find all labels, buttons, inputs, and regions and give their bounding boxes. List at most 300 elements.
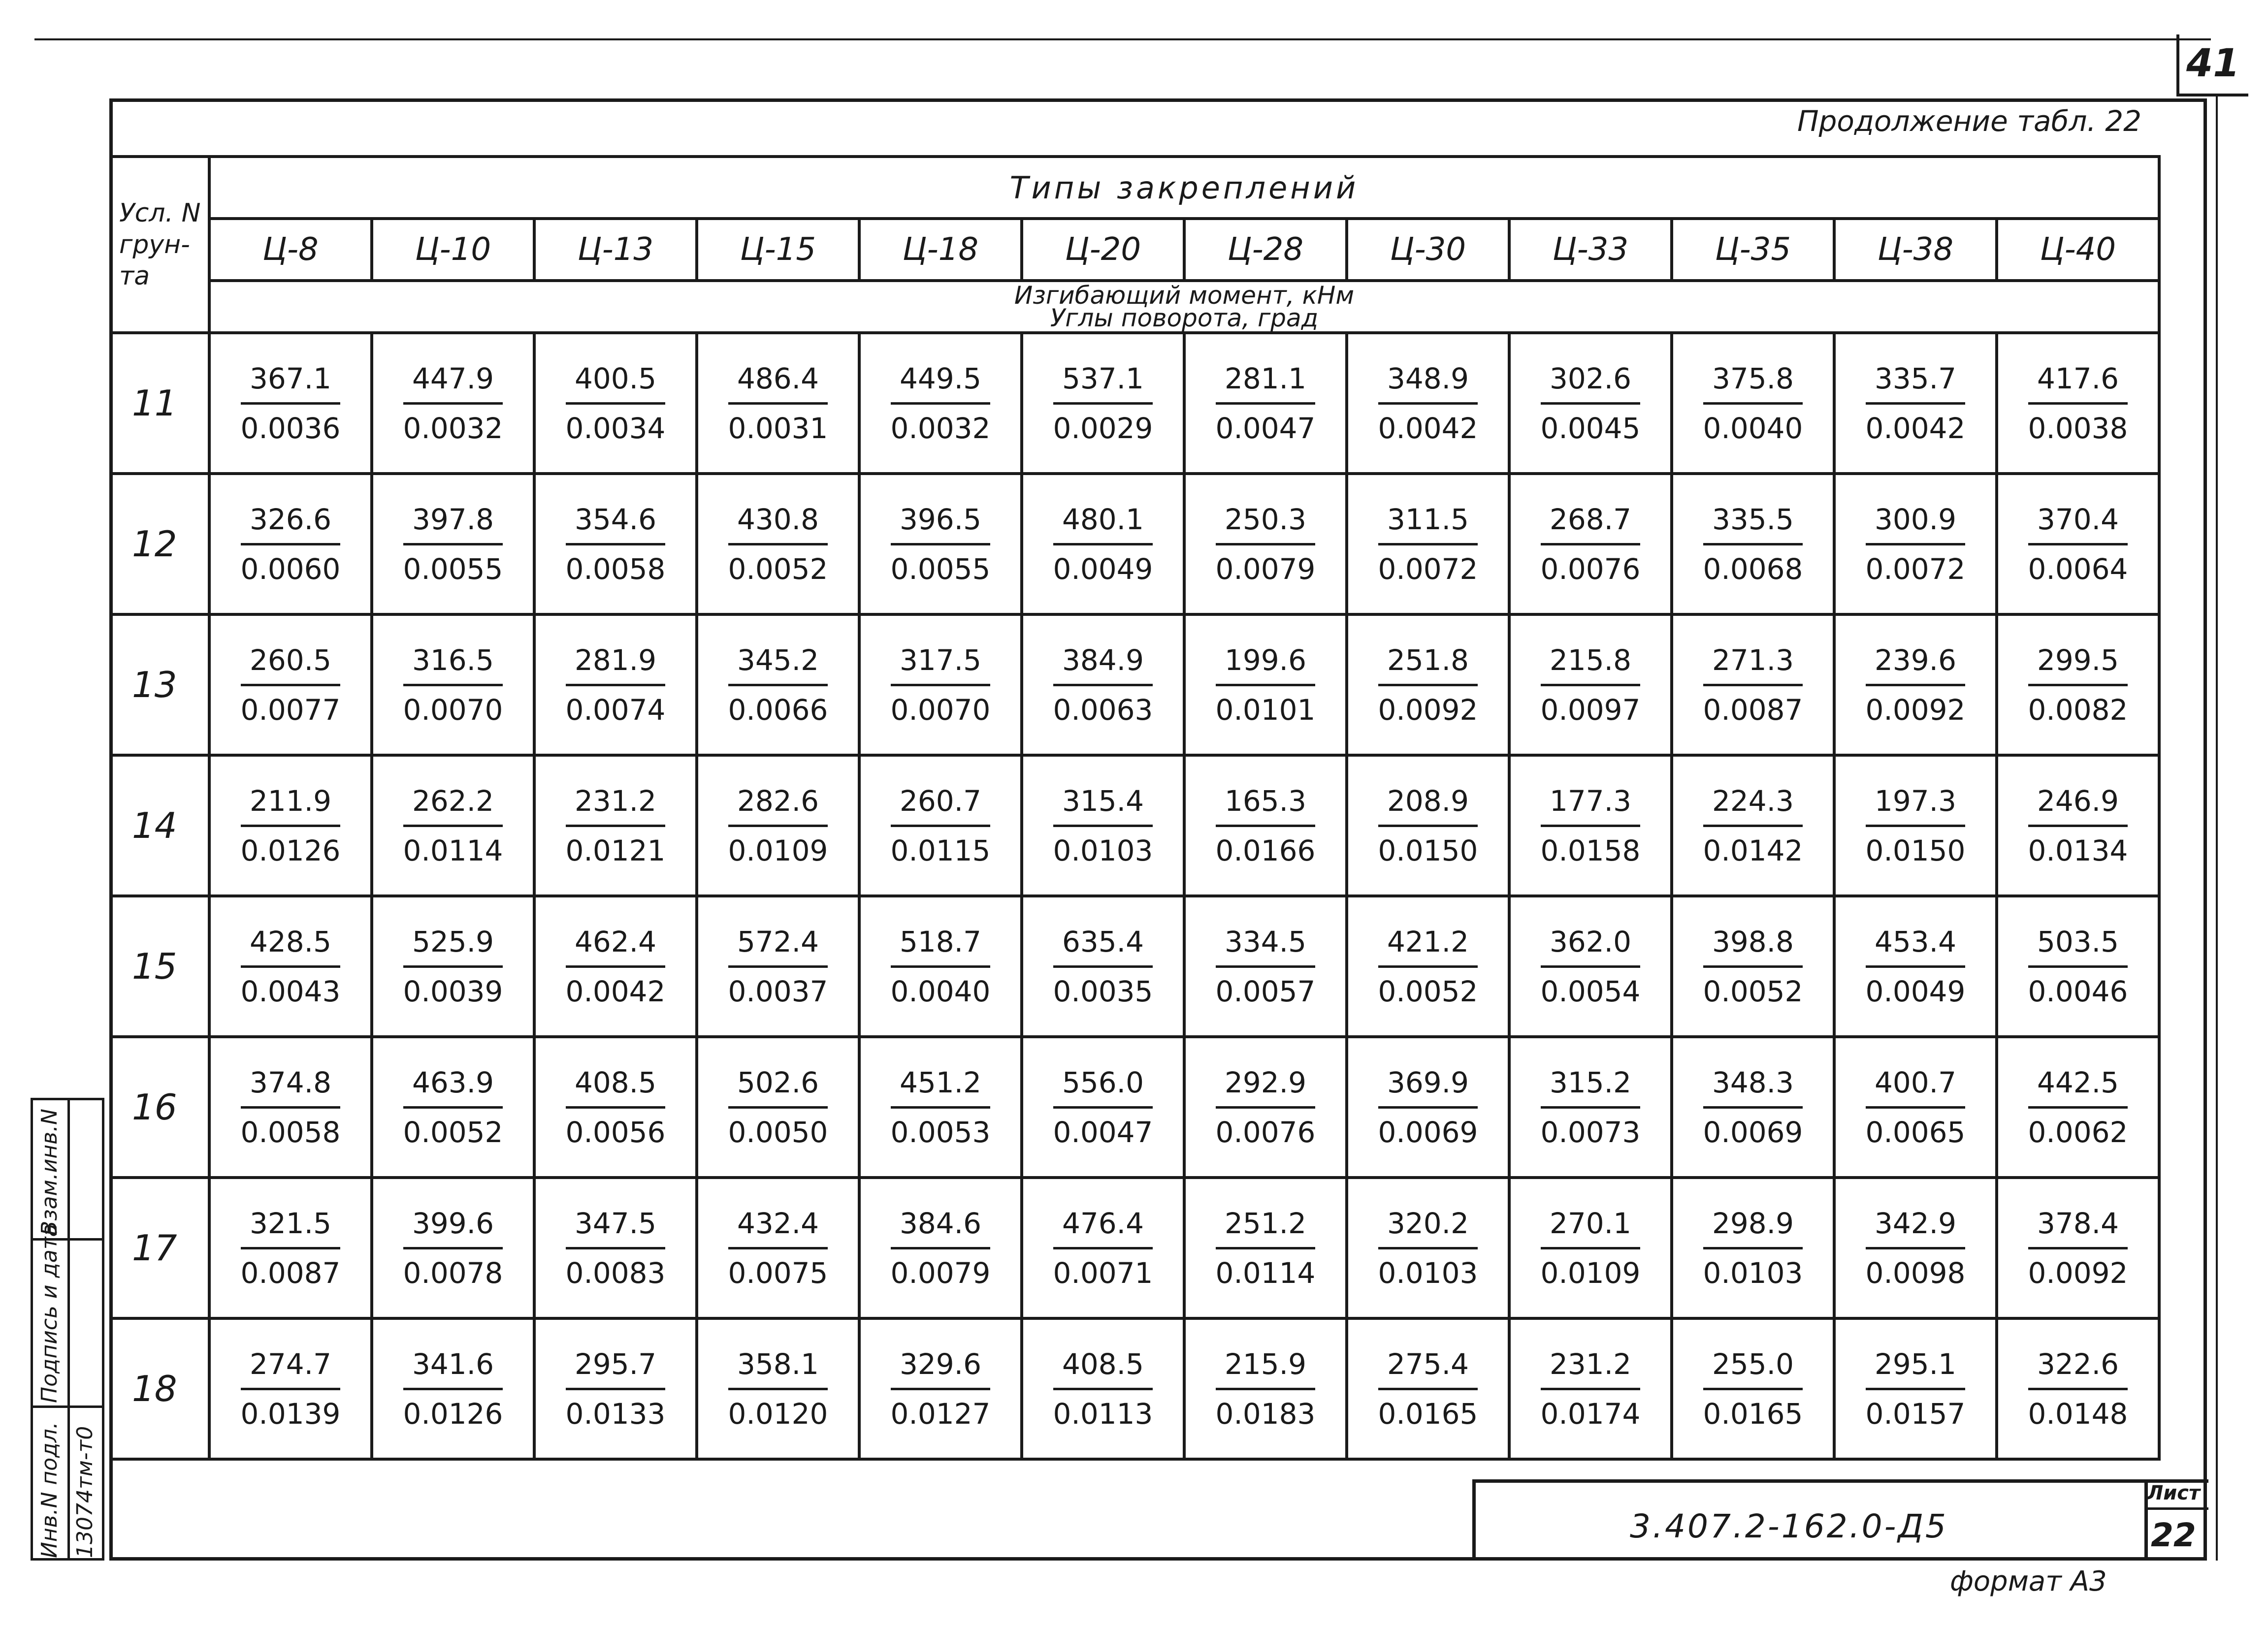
rotation-angle-value: 0.0092	[1865, 693, 1966, 727]
table-cell	[372, 896, 534, 1037]
bending-moment-value: 378.4	[2028, 1207, 2128, 1249]
table-cell	[209, 1178, 372, 1318]
table-cell	[1997, 755, 2159, 896]
table-cell	[859, 1178, 1022, 1318]
bending-moment-value: 502.6	[728, 1066, 828, 1109]
rotation-angle-value: 0.0031	[728, 411, 828, 445]
fraction	[1378, 362, 1478, 445]
fraction	[2028, 362, 2128, 445]
bending-moment-value: 384.9	[1053, 643, 1153, 686]
types-header: Типы закреплений	[209, 157, 2159, 219]
fraction	[1216, 1066, 1316, 1149]
fraction	[1541, 1207, 1641, 1290]
bending-moment-value: 299.5	[2028, 643, 2128, 686]
rotation-angle-value: 0.0055	[403, 552, 503, 586]
column-header: Ц-8	[209, 219, 372, 281]
fraction	[403, 1207, 503, 1290]
column-header: Ц-30	[1347, 219, 1509, 281]
column-header: Ц-35	[1672, 219, 1834, 281]
fraction	[1703, 1066, 1803, 1149]
table-cell	[1347, 474, 1509, 614]
fraction	[566, 1207, 666, 1290]
fraction	[728, 1066, 828, 1149]
table-cell	[697, 896, 859, 1037]
bending-moment-value: 326.6	[241, 503, 341, 545]
table-cell	[1022, 1037, 1184, 1178]
rotation-angle-value: 0.0073	[1540, 1115, 1641, 1149]
fraction	[891, 1207, 991, 1290]
rotation-angle-value: 0.0029	[1053, 411, 1153, 445]
bending-moment-value: 347.5	[566, 1207, 666, 1249]
bending-moment-value: 556.0	[1053, 1066, 1153, 1109]
rotation-angle-value: 0.0035	[1053, 974, 1153, 1008]
fraction	[1703, 1347, 1803, 1431]
column-header: Ц-10	[372, 219, 534, 281]
table-cell	[1022, 333, 1184, 474]
soil-number: 17	[111, 1178, 209, 1318]
fraction	[566, 503, 666, 586]
bending-moment-value: 315.2	[1541, 1066, 1641, 1109]
fraction	[728, 643, 828, 727]
rotation-angle-value: 0.0082	[2028, 693, 2128, 727]
table-cell	[1834, 333, 1997, 474]
fraction	[2028, 1347, 2128, 1431]
table-cell	[1022, 1178, 1184, 1318]
bending-moment-value: 341.6	[403, 1347, 503, 1390]
fraction	[1703, 503, 1803, 586]
units-header	[209, 281, 2159, 333]
sheet-number: 22	[2151, 1516, 2196, 1554]
bending-moment-value: 311.5	[1378, 503, 1478, 545]
bending-moment-value: 281.1	[1216, 362, 1316, 405]
rotation-angle-value: 0.0049	[1053, 552, 1153, 586]
rotation-angle-value: 0.0098	[1865, 1256, 1966, 1290]
rotation-angle-value: 0.0103	[1053, 833, 1153, 867]
bending-moment-value: 374.8	[241, 1066, 341, 1109]
bending-moment-value: 369.9	[1378, 1066, 1478, 1109]
bending-moment-value: 476.4	[1053, 1207, 1153, 1249]
fraction	[1703, 925, 1803, 1008]
bending-moment-value: 398.8	[1703, 925, 1803, 968]
bending-moment-value: 231.2	[566, 784, 666, 827]
fraction	[566, 362, 666, 445]
bending-moment-value: 370.4	[2028, 503, 2128, 545]
table-cell	[1509, 474, 1672, 614]
fraction	[1216, 925, 1316, 1008]
rotation-angle-value: 0.0157	[1865, 1397, 1966, 1431]
bending-moment-value: 417.6	[2028, 362, 2128, 405]
fraction	[2028, 1207, 2128, 1290]
table-cell	[1509, 755, 1672, 896]
fraction	[1053, 643, 1153, 727]
soil-number: 13	[111, 614, 209, 755]
column-header: Ц-13	[534, 219, 697, 281]
bending-moment-value: 518.7	[891, 925, 991, 968]
bending-moment-value: 537.1	[1053, 362, 1153, 405]
bending-moment-value: 215.8	[1541, 643, 1641, 686]
bending-moment-value: 295.1	[1866, 1347, 1966, 1390]
table-cell	[1509, 1178, 1672, 1318]
rotation-angle-value: 0.0076	[1540, 552, 1641, 586]
rotation-angle-value: 0.0078	[403, 1256, 503, 1290]
bending-moment-value: 271.3	[1703, 643, 1803, 686]
fraction	[1216, 503, 1316, 586]
table-cell	[859, 1037, 1022, 1178]
bending-moment-value: 329.6	[891, 1347, 991, 1390]
bending-moment-value: 275.4	[1378, 1347, 1478, 1390]
fraction	[2028, 1066, 2128, 1149]
rotation-angle-value: 0.0040	[890, 974, 991, 1008]
rotation-angle-value: 0.0121	[565, 833, 666, 867]
fraction	[1703, 784, 1803, 867]
rotation-angle-value: 0.0034	[565, 411, 666, 445]
fraction	[891, 362, 991, 445]
rotation-angle-value: 0.0068	[1703, 552, 1803, 586]
fraction	[891, 1347, 991, 1431]
fraction	[1541, 925, 1641, 1008]
column-header: Ц-40	[1997, 219, 2159, 281]
table-cell	[859, 614, 1022, 755]
stamp-inv-value: 13074тм-т0	[72, 1426, 97, 1558]
fraction	[1216, 643, 1316, 727]
table-cell	[1672, 755, 1834, 896]
bending-moment-value: 282.6	[728, 784, 828, 827]
rotation-angle-value: 0.0050	[728, 1115, 828, 1149]
bending-moment-value: 486.4	[728, 362, 828, 405]
rotation-angle-value: 0.0040	[1703, 411, 1803, 445]
table-cell	[859, 474, 1022, 614]
units-moment: Изгибающий момент, кНм	[1014, 281, 1355, 310]
bending-moment-value: 432.4	[728, 1207, 828, 1249]
soil-number: 14	[111, 755, 209, 896]
fraction	[566, 784, 666, 867]
rotation-angle-value: 0.0083	[565, 1256, 666, 1290]
rotation-angle-value: 0.0087	[1703, 693, 1803, 727]
table-cell	[1022, 755, 1184, 896]
fraction	[403, 362, 503, 445]
fraction	[728, 784, 828, 867]
table-cell	[1834, 474, 1997, 614]
bending-moment-value: 462.4	[566, 925, 666, 968]
fraction	[891, 643, 991, 727]
soil-number: 12	[111, 474, 209, 614]
bending-moment-value: 281.9	[566, 643, 666, 686]
table-cell	[1347, 896, 1509, 1037]
fraction	[1053, 362, 1153, 445]
bending-moment-value: 354.6	[566, 503, 666, 545]
rotation-angle-value: 0.0103	[1703, 1256, 1803, 1290]
fraction	[1541, 643, 1641, 727]
rotation-angle-value: 0.0165	[1378, 1397, 1478, 1431]
rotation-angle-value: 0.0053	[890, 1115, 991, 1149]
table-cell	[209, 333, 372, 474]
fraction	[403, 1066, 503, 1149]
rotation-angle-value: 0.0032	[890, 411, 991, 445]
table-cell	[534, 614, 697, 755]
bending-moment-value: 421.2	[1378, 925, 1478, 968]
bending-moment-value: 274.7	[241, 1347, 341, 1390]
fraction	[2028, 643, 2128, 727]
fraction	[241, 503, 341, 586]
fraction	[1541, 1066, 1641, 1149]
fraction	[403, 784, 503, 867]
fraction	[1053, 925, 1153, 1008]
rotation-angle-value: 0.0075	[728, 1256, 828, 1290]
table-cell	[697, 333, 859, 474]
bending-moment-value: 239.6	[1866, 643, 1966, 686]
rotation-angle-value: 0.0148	[2028, 1397, 2128, 1431]
bending-moment-value: 224.3	[1703, 784, 1803, 827]
bending-moment-value: 367.1	[241, 362, 341, 405]
fraction	[566, 1066, 666, 1149]
table-cell	[1347, 614, 1509, 755]
table-cell	[1672, 614, 1834, 755]
rotation-angle-value: 0.0064	[2028, 552, 2128, 586]
bending-moment-value: 449.5	[891, 362, 991, 405]
bending-moment-value: 447.9	[403, 362, 503, 405]
column-header: Ц-33	[1509, 219, 1672, 281]
bending-moment-value: 177.3	[1541, 784, 1641, 827]
bending-moment-value: 428.5	[241, 925, 341, 968]
table-cell	[1022, 614, 1184, 755]
table-cell	[1997, 474, 2159, 614]
rotation-angle-value: 0.0045	[1540, 411, 1641, 445]
rotation-angle-value: 0.0058	[240, 1115, 341, 1149]
fraction	[1703, 1207, 1803, 1290]
bending-moment-value: 322.6	[2028, 1347, 2128, 1390]
soil-number: 11	[111, 333, 209, 474]
table-cell	[1672, 1037, 1834, 1178]
rotation-angle-value: 0.0063	[1053, 693, 1153, 727]
fraction	[1216, 362, 1316, 445]
rotation-angle-value: 0.0054	[1540, 974, 1641, 1008]
table-cell	[534, 896, 697, 1037]
rotation-angle-value: 0.0109	[728, 833, 828, 867]
rotation-angle-value: 0.0037	[728, 974, 828, 1008]
fraction	[566, 1347, 666, 1431]
bending-moment-value: 292.9	[1216, 1066, 1316, 1109]
rotation-angle-value: 0.0052	[1378, 974, 1478, 1008]
table-cell	[1834, 755, 1997, 896]
bending-moment-value: 348.9	[1378, 362, 1478, 405]
fraction	[1378, 925, 1478, 1008]
table-cell	[697, 474, 859, 614]
table-cell	[1672, 333, 1834, 474]
rotation-angle-value: 0.0079	[890, 1256, 991, 1290]
fraction	[1378, 784, 1478, 867]
bending-moment-value: 215.9	[1216, 1347, 1316, 1390]
rotation-angle-value: 0.0047	[1053, 1115, 1153, 1149]
rotation-angle-value: 0.0052	[403, 1115, 503, 1149]
table-cell	[1509, 614, 1672, 755]
rotation-angle-value: 0.0058	[565, 552, 666, 586]
fraction	[1866, 925, 1966, 1008]
table-cell	[1997, 1037, 2159, 1178]
fraction	[1378, 1207, 1478, 1290]
bending-moment-value: 375.8	[1703, 362, 1803, 405]
rotation-angle-value: 0.0072	[1865, 552, 1966, 586]
table-cell	[209, 1037, 372, 1178]
rotation-angle-value: 0.0114	[403, 833, 503, 867]
rotation-angle-value: 0.0150	[1378, 833, 1478, 867]
fraction	[891, 925, 991, 1008]
bending-moment-value: 480.1	[1053, 503, 1153, 545]
sheet-separator	[2144, 1507, 2208, 1510]
table-cell	[372, 1318, 534, 1459]
bending-moment-value: 320.2	[1378, 1207, 1478, 1249]
table-cell	[859, 896, 1022, 1037]
bending-moment-value: 321.5	[241, 1207, 341, 1249]
bending-moment-value: 358.1	[728, 1347, 828, 1390]
bending-moment-value: 302.6	[1541, 362, 1641, 405]
table-cell	[534, 1037, 697, 1178]
rotation-angle-value: 0.0158	[1540, 833, 1641, 867]
bending-moment-value: 199.6	[1216, 643, 1316, 686]
fraction	[403, 503, 503, 586]
table-row	[111, 333, 2159, 474]
fraction	[1378, 1347, 1478, 1431]
bending-moment-value: 231.2	[1541, 1347, 1641, 1390]
fraction	[2028, 925, 2128, 1008]
soil-number: 15	[111, 896, 209, 1037]
rotation-angle-value: 0.0127	[890, 1397, 991, 1431]
table-cell	[209, 474, 372, 614]
fraction	[241, 362, 341, 445]
moments-table	[109, 155, 2161, 1461]
bending-moment-value: 316.5	[403, 643, 503, 686]
table-cell	[859, 333, 1022, 474]
table-cell	[1347, 1318, 1509, 1459]
rotation-angle-value: 0.0109	[1540, 1256, 1641, 1290]
table-cell	[1997, 1178, 2159, 1318]
rotation-angle-value: 0.0142	[1703, 833, 1803, 867]
fraction	[1053, 1347, 1153, 1431]
rotation-angle-value: 0.0133	[565, 1397, 666, 1431]
fraction	[1053, 1066, 1153, 1149]
fraction	[241, 1347, 341, 1431]
rotation-angle-value: 0.0071	[1053, 1256, 1153, 1290]
fraction	[891, 784, 991, 867]
rotation-angle-value: 0.0139	[240, 1397, 341, 1431]
bending-moment-value: 315.4	[1053, 784, 1153, 827]
top-rule	[34, 38, 2211, 40]
fraction	[403, 925, 503, 1008]
table-cell	[1672, 1178, 1834, 1318]
bending-moment-value: 399.6	[403, 1207, 503, 1249]
table-cell	[1184, 1318, 1347, 1459]
table-cell	[697, 1318, 859, 1459]
fraction	[1866, 1347, 1966, 1431]
bending-moment-value: 400.7	[1866, 1066, 1966, 1109]
table-cell	[697, 1178, 859, 1318]
column-header: Ц-20	[1022, 219, 1184, 281]
rotation-angle-value: 0.0046	[2028, 974, 2128, 1008]
rotation-angle-value: 0.0101	[1215, 693, 1316, 727]
table-cell	[1347, 755, 1509, 896]
bending-moment-value: 197.3	[1866, 784, 1966, 827]
table-cell	[1184, 333, 1347, 474]
fraction	[566, 925, 666, 1008]
bending-moment-value: 400.5	[566, 362, 666, 405]
paper-format: формат А3	[1950, 1565, 2107, 1597]
rotation-angle-value: 0.0042	[565, 974, 666, 1008]
fraction	[241, 925, 341, 1008]
rotation-angle-value: 0.0042	[1378, 411, 1478, 445]
column-header: Ц-18	[859, 219, 1022, 281]
column-header: Ц-15	[697, 219, 859, 281]
rotation-angle-value: 0.0039	[403, 974, 503, 1008]
table-cell	[1509, 1037, 1672, 1178]
fraction	[1866, 503, 1966, 586]
bending-moment-value: 384.6	[891, 1207, 991, 1249]
table-cell	[534, 474, 697, 614]
bending-moment-value: 408.5	[1053, 1347, 1153, 1390]
table-cell	[534, 755, 697, 896]
bending-moment-value: 211.9	[241, 784, 341, 827]
table-cell	[1022, 1318, 1184, 1459]
rotation-angle-value: 0.0115	[890, 833, 991, 867]
rotation-angle-value: 0.0072	[1378, 552, 1478, 586]
fraction	[1053, 784, 1153, 867]
table-cell	[1347, 1037, 1509, 1178]
rotation-angle-value: 0.0052	[728, 552, 828, 586]
bending-moment-value: 251.2	[1216, 1207, 1316, 1249]
rotation-angle-value: 0.0032	[403, 411, 503, 445]
bending-moment-value: 270.1	[1541, 1207, 1641, 1249]
rotation-angle-value: 0.0165	[1703, 1397, 1803, 1431]
rotation-angle-value: 0.0069	[1378, 1115, 1478, 1149]
bending-moment-value: 335.5	[1703, 503, 1803, 545]
rotation-angle-value: 0.0183	[1215, 1397, 1316, 1431]
bending-moment-value: 342.9	[1866, 1207, 1966, 1249]
bending-moment-value: 335.7	[1866, 362, 1966, 405]
table-cell	[1997, 614, 2159, 755]
table-cell	[1509, 1318, 1672, 1459]
table-cell	[534, 333, 697, 474]
table-cell	[1184, 755, 1347, 896]
fraction	[1703, 362, 1803, 445]
table-row	[111, 1037, 2159, 1178]
bending-moment-value: 298.9	[1703, 1207, 1803, 1249]
table-cell	[1834, 896, 1997, 1037]
rotation-angle-value: 0.0092	[1378, 693, 1478, 727]
bending-moment-value: 250.3	[1216, 503, 1316, 545]
fraction	[1216, 1207, 1316, 1290]
rotation-angle-value: 0.0055	[890, 552, 991, 586]
rotation-angle-value: 0.0069	[1703, 1115, 1803, 1149]
fraction	[1703, 643, 1803, 727]
bending-moment-value: 463.9	[403, 1066, 503, 1109]
table-cell	[1184, 474, 1347, 614]
rotation-angle-value: 0.0079	[1215, 552, 1316, 586]
table-cell	[1834, 1037, 1997, 1178]
fraction	[241, 784, 341, 867]
fraction	[403, 643, 503, 727]
table-cell	[1672, 896, 1834, 1037]
soil-number: 18	[111, 1318, 209, 1459]
soil-number: 16	[111, 1037, 209, 1178]
table-cell	[697, 614, 859, 755]
table-row	[111, 1318, 2159, 1459]
rotation-angle-value: 0.0060	[240, 552, 341, 586]
rotation-angle-value: 0.0114	[1215, 1256, 1316, 1290]
fraction	[1866, 643, 1966, 727]
bending-moment-value: 260.7	[891, 784, 991, 827]
table-cell	[1997, 896, 2159, 1037]
fraction	[1541, 362, 1641, 445]
rotation-angle-value: 0.0087	[240, 1256, 341, 1290]
fraction	[1866, 1207, 1966, 1290]
